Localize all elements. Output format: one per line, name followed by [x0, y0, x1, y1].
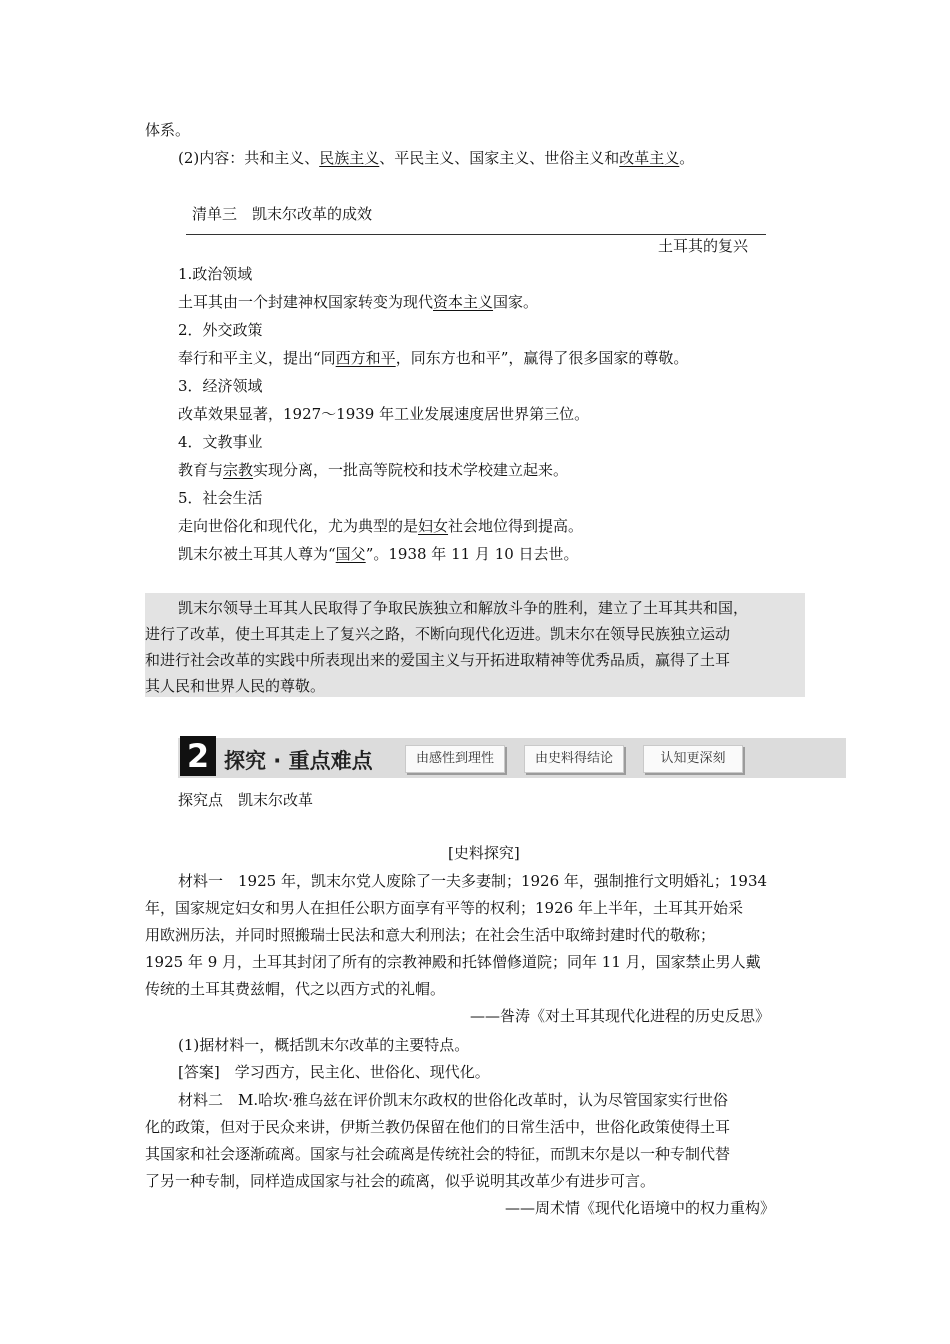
material-source: ——周术情《现代化语境中的权力重构》 — [505, 1199, 776, 1217]
item-text: 改革效果显著，1927～1939 年工业发展速度居世界第三位。 — [178, 405, 590, 423]
underlined-term: 妇女 — [418, 517, 449, 535]
summary-line: 进行了改革，使土耳其走上了复兴之路，不断向现代化迈进。凯末尔在领导民族独立运动 — [145, 625, 731, 643]
item-title: 4．文教事业 — [178, 433, 263, 451]
underlined-term: 西方和平 — [335, 349, 396, 367]
underlined-term: 改革主义 — [619, 149, 680, 167]
heading-divider — [186, 234, 766, 235]
material-line: 传统的土耳其费兹帽，代之以西方式的礼帽。 — [145, 980, 446, 998]
section-number-badge: 2 — [180, 736, 216, 776]
text-segment: 社会地位得到提高。 — [448, 517, 584, 535]
underlined-term: 资本主义 — [433, 293, 494, 311]
summary-line: 和进行社会改革的实践中所表现出来的爱国主义与开拓进取精神等优秀品质，赢得了土耳 — [145, 651, 731, 669]
text-segment: 。 — [679, 149, 695, 167]
material-source: ——昝涛《对土耳其现代化进程的历史反思》 — [470, 1007, 771, 1025]
text-segment: (2)内容：共和主义、 — [178, 149, 320, 167]
item-text — [178, 516, 583, 536]
item-text — [178, 348, 688, 368]
item-title: 2．外交政策 — [178, 321, 263, 339]
material-line: 用欧洲历法，并同时照搬瑞士民法和意大利刑法；在社会生活中取缔封建时代的敬称； — [145, 926, 716, 944]
material-line: 材料二 M.哈坎·雅乌兹在评价凯末尔政权的世俗化改革时，认为尽管国家实行世俗 — [178, 1091, 728, 1109]
sub-heading: [史料探究] — [448, 844, 520, 862]
text-segment: ，同东方也和平”，赢得了很多国家的尊敬。 — [395, 349, 689, 367]
text-segment: 教育与 — [178, 461, 224, 479]
material-line: 了另一种专制，同样造成国家与社会的疏离，似乎说明其改革少有进步可言。 — [145, 1172, 656, 1190]
item-title: 1.政治领域 — [178, 265, 253, 283]
material-line: 化的政策，但对于民众来讲，伊斯兰教仍保留在他们的日常生活中，世俗化政策使得土耳 — [145, 1118, 731, 1136]
text-segment: ”。1938 年 11 月 10 日去世。 — [365, 545, 579, 563]
summary-line: 其人民和世界人民的尊敬。 — [145, 677, 326, 695]
underlined-term: 民族主义 — [319, 149, 380, 167]
text-segment: 奉行和平主义，提出“同 — [178, 349, 336, 367]
text-segment: 凯末尔被土耳其人尊为“ — [178, 545, 336, 563]
answer: [答案] 学习西方，民主化、世俗化、现代化。 — [178, 1063, 490, 1081]
text-segment: 实现分离，一批高等院校和技术学校建立起来。 — [253, 461, 569, 479]
explore-point: 探究点 凯末尔改革 — [178, 791, 314, 809]
text-segment: 土耳其由一个封建神权国家转变为现代 — [178, 293, 434, 311]
banner-title: 探究 · 重点难点 — [224, 749, 373, 773]
tag-button-perception[interactable]: 由感性到理性 — [405, 745, 505, 773]
item-text — [178, 460, 568, 480]
item-text — [178, 544, 579, 564]
item-title: 5．社会生活 — [178, 489, 263, 507]
underlined-term: 宗教 — [223, 461, 254, 479]
item-title: 3．经济领域 — [178, 377, 263, 395]
material-line: 1925 年 9 月，土耳其封闭了所有的宗教神殿和托钵僧修道院；同年 11 月，国家禁止男人戴 — [145, 953, 761, 971]
tag-button-conclusion[interactable]: 由史料得结论 — [524, 745, 624, 773]
text-segment: 走向世俗化和现代化，尤为典型的是 — [178, 517, 419, 535]
summary-line: 凯末尔领导土耳其人民取得了争取民族独立和解放斗争的胜利，建立了土耳其共和国， — [178, 599, 749, 617]
text-segment: 、平民主义、国家主义、世俗主义和 — [379, 149, 620, 167]
item-text — [178, 292, 538, 312]
question: (1)据材料一，概括凯末尔改革的主要特点。 — [178, 1036, 470, 1054]
material-line: 年，国家规定妇女和男人在担任公职方面享有平等的权利；1926 年上半年，土耳其开始采 — [145, 899, 743, 917]
text-line: 体系。 — [145, 121, 191, 139]
tag-button-cognition[interactable]: 认知更深刻 — [643, 745, 743, 773]
section-right-label: 土耳其的复兴 — [658, 237, 749, 255]
underlined-term: 国父 — [335, 545, 366, 563]
section-heading: 清单三 凯末尔改革的成效 — [192, 205, 373, 223]
content-line — [178, 148, 694, 168]
text-segment: 国家。 — [493, 293, 539, 311]
material-line: 其国家和社会逐渐疏离。国家与社会疏离是传统社会的特征，而凯末尔是以一种专制代替 — [145, 1145, 731, 1163]
material-line: 材料一 1925 年，凯末尔党人废除了一夫多妻制；1926 年，强制推行文明婚礼；1934 — [178, 872, 768, 890]
